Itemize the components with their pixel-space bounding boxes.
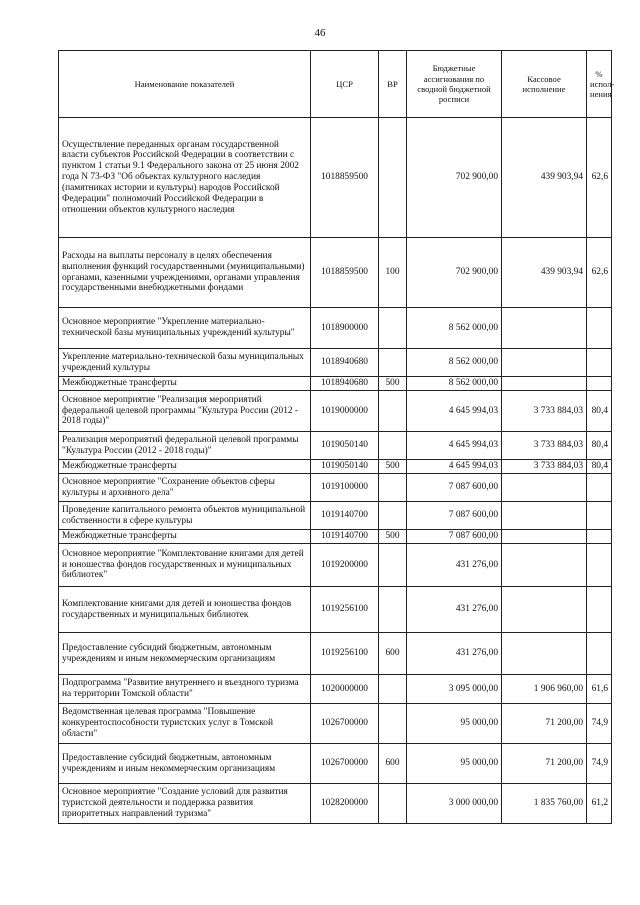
cell-csr: 1018940680 [311,377,379,391]
col-header-budget: Бюджетные ассигнования по сводной бюджетной росписи [407,51,502,118]
cell-cash: 1 906 960,00 [502,675,587,704]
col-header-cash: Кассовое исполнение [502,51,587,118]
table-row [59,784,612,824]
cell-pct [587,349,612,377]
col-header-name: Наименование показателей [59,51,311,118]
table-row [59,432,612,460]
cell-csr: 1018859500 [311,238,379,308]
cell-csr: 1019100000 [311,474,379,502]
table-row [59,633,612,675]
cell-pct: 61,6 [587,675,612,704]
cell-budget: 431 276,00 [407,633,502,675]
cell-csr: 1019256100 [311,587,379,633]
cell-pct [587,377,612,391]
cell-budget: 431 276,00 [407,544,502,587]
table-row [59,544,612,587]
table-row [59,118,612,238]
cell-budget: 8 562 000,00 [407,349,502,377]
cell-cash [502,633,587,675]
cell-cash [502,587,587,633]
cell-name: Основное мероприятие "Создание условий для развития туристской деятельности и поддержка развития приоритетных направлений туризма" [59,784,311,824]
cell-budget: 4 645 994,03 [407,432,502,460]
cell-pct: 61,2 [587,784,612,824]
page-number: 46 [314,27,326,39]
cell-budget: 7 087 600,00 [407,502,502,530]
cell-cash [502,349,587,377]
cell-cash [502,308,587,349]
cell-csr: 1019140700 [311,502,379,530]
cell-csr: 1019200000 [311,544,379,587]
cell-budget: 3 000 000,00 [407,784,502,824]
cell-pct: 80,4 [587,391,612,432]
cell-cash [502,474,587,502]
cell-name: Основное мероприятие "Укрепление материально-технической базы муниципальных учреждений культуры" [59,308,311,349]
cell-vr [379,704,407,744]
cell-name: Основное мероприятие "Сохранение объектов сферы культуры и архивного дела" [59,474,311,502]
cell-vr [379,474,407,502]
cell-vr [379,432,407,460]
table-row [59,391,612,432]
cell-pct: 62,6 [587,118,612,238]
cell-vr [379,391,407,432]
cell-budget: 431 276,00 [407,587,502,633]
cell-budget: 7 087 600,00 [407,530,502,544]
cell-vr [379,308,407,349]
table-row [59,675,612,704]
cell-vr: 500 [379,460,407,474]
cell-csr: 1020000000 [311,675,379,704]
cell-csr: 1028200000 [311,784,379,824]
col-header-pct: % испол-нения [587,51,612,118]
cell-name: Проведение капитального ремонта объектов муниципальной собственности в сфере культуры [59,502,311,530]
cell-csr: 1019256100 [311,633,379,675]
table-row [59,238,612,308]
table-row [59,377,612,391]
cell-name: Реализация мероприятий федеральной целевой программы "Культура России (2012 - 2018 годы)" [59,432,311,460]
cell-budget: 95 000,00 [407,744,502,784]
cell-csr: 1019140700 [311,530,379,544]
cell-budget: 702 900,00 [407,118,502,238]
cell-budget: 3 095 000,00 [407,675,502,704]
cell-pct: 80,4 [587,460,612,474]
cell-vr [379,587,407,633]
cell-name: Основное мероприятие "Реализация мероприятий федеральной целевой программы "Культура России (2012 - 2018 годы)" [59,391,311,432]
cell-csr: 1026700000 [311,704,379,744]
cell-budget: 8 562 000,00 [407,377,502,391]
cell-name: Подпрограмма "Развитие внутреннего и въездного туризма на территории Томской области" [59,675,311,704]
cell-budget: 8 562 000,00 [407,308,502,349]
cell-cash: 1 835 760,00 [502,784,587,824]
cell-budget: 7 087 600,00 [407,474,502,502]
cell-name: Ведомственная целевая программа "Повышение конкурентоспособности туристских услуг в Томской области" [59,704,311,744]
cell-cash: 3 733 884,03 [502,432,587,460]
table-row [59,704,612,744]
cell-name: Комплектование книгами для детей и юношества фондов государственных и муниципальных библиотек [59,587,311,633]
cell-csr: 1018859500 [311,118,379,238]
table-row [59,744,612,784]
cell-budget: 4 645 994,03 [407,460,502,474]
cell-budget: 95 000,00 [407,704,502,744]
cell-name: Осуществление переданных органам государственной власти субъектов Российской Федерации в соответствии с пунктом 1 статьи 9.1 Федерального закона от 25 июня 2002 года N 73-ФЗ "Об объектах культурного наследия (памятниках истории и культуры) народов Российской Федерации" полномочий Российской Федерации в отношении объектов культурного наследия [59,118,311,238]
cell-vr [379,784,407,824]
cell-pct [587,502,612,530]
cell-budget: 702 900,00 [407,238,502,308]
cell-csr: 1018940680 [311,349,379,377]
table-row [59,349,612,377]
cell-name: Укрепление материально-технической базы муниципальных учреждений культуры [59,349,311,377]
cell-name: Предоставление субсидий бюджетным, автономным учреждениям и иным некоммерческим организациям [59,744,311,784]
table-row [59,460,612,474]
cell-name: Расходы на выплаты персоналу в целях обеспечения выполнения функций государственными (муниципальными) органами, казенными учреждениями, органами управления государственными внебюджетными фондами [59,238,311,308]
cell-vr [379,349,407,377]
cell-pct [587,308,612,349]
budget-table [58,50,615,824]
cell-name: Основное мероприятие "Комплектование книгами для детей и юношества фондов государственных и муниципальных библиотек" [59,544,311,587]
cell-cash: 439 903,94 [502,118,587,238]
cell-cash: 3 733 884,03 [502,391,587,432]
col-header-csr: ЦСР [311,51,379,118]
table-row [59,308,612,349]
cell-pct: 74,9 [587,744,612,784]
cell-vr [379,544,407,587]
table-header-row [59,51,612,118]
cell-cash [502,377,587,391]
cell-pct [587,633,612,675]
table-row [59,474,612,502]
cell-vr: 600 [379,633,407,675]
cell-cash: 71 200,00 [502,704,587,744]
cell-vr: 600 [379,744,407,784]
cell-csr: 1026700000 [311,744,379,784]
cell-pct [587,474,612,502]
cell-vr: 100 [379,238,407,308]
cell-csr: 1019050140 [311,460,379,474]
cell-pct: 74,9 [587,704,612,744]
cell-pct: 80,4 [587,432,612,460]
table-row [59,530,612,544]
cell-cash: 439 903,94 [502,238,587,308]
col-header-vr: ВР [379,51,407,118]
cell-vr: 500 [379,377,407,391]
table-row [59,502,612,530]
cell-pct [587,544,612,587]
cell-budget: 4 645 994,03 [407,391,502,432]
table-row [59,587,612,633]
cell-vr: 500 [379,530,407,544]
cell-name: Межбюджетные трансферты [59,530,311,544]
cell-cash [502,530,587,544]
cell-vr [379,118,407,238]
cell-pct: 62,6 [587,238,612,308]
cell-cash: 3 733 884,03 [502,460,587,474]
cell-cash: 71 200,00 [502,744,587,784]
cell-cash [502,544,587,587]
cell-cash [502,502,587,530]
cell-name: Межбюджетные трансферты [59,377,311,391]
cell-pct [587,530,612,544]
cell-csr: 1019050140 [311,432,379,460]
cell-pct [587,587,612,633]
cell-vr [379,502,407,530]
cell-vr [379,675,407,704]
cell-name: Межбюджетные трансферты [59,460,311,474]
cell-csr: 1019000000 [311,391,379,432]
cell-name: Предоставление субсидий бюджетным, автономным учреждениям и иным некоммерческим организациям [59,633,311,675]
cell-csr: 1018900000 [311,308,379,349]
